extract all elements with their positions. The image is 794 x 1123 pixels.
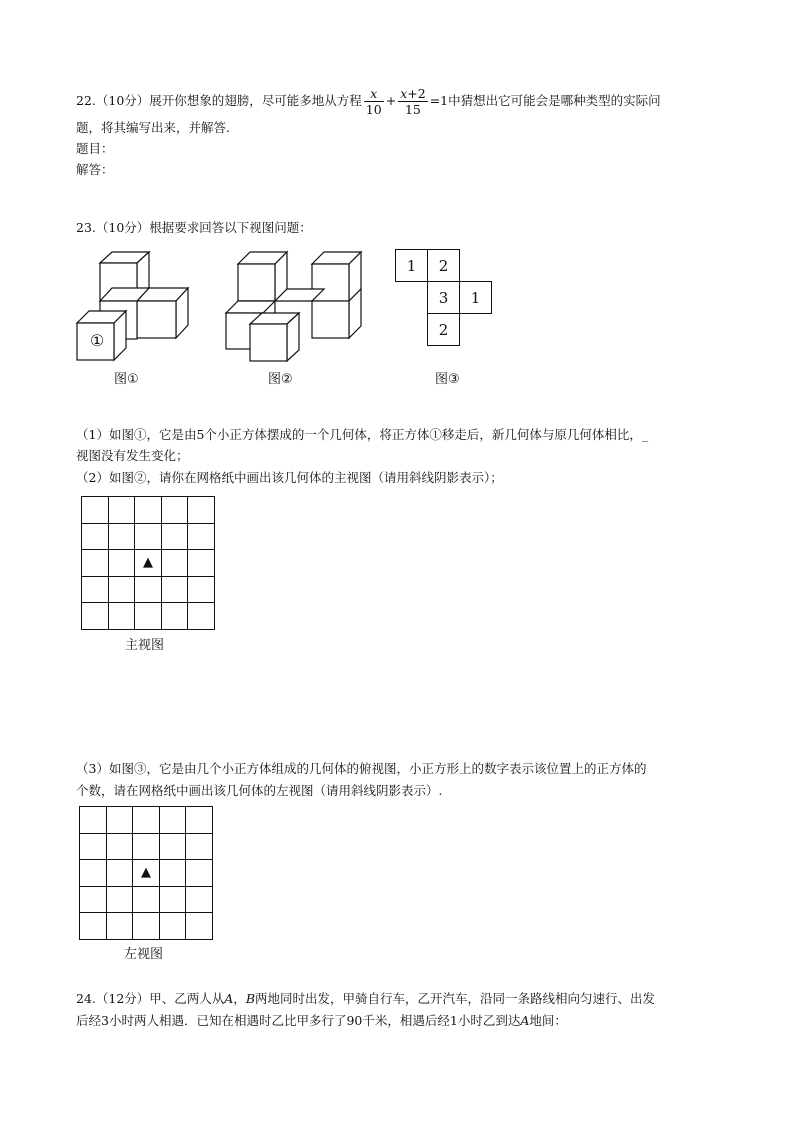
q24-line2-pre: 后经3小时两人相遇．已知在相遇时乙比甲多行了90千米，相遇后经1小时乙到达 bbox=[76, 1013, 521, 1028]
q22-fraction-2 bbox=[398, 86, 428, 117]
fig2-cube-drawing bbox=[220, 247, 365, 365]
q24-line2-post: 地间： bbox=[529, 1013, 567, 1028]
q23-part3-line2: 个数，请在网格纸中画出该几何体的左视图（请用斜线阴影表示）. bbox=[76, 783, 443, 798]
fig3-caption: 图③ bbox=[435, 372, 460, 387]
q22-answer-label: 解答： bbox=[76, 162, 114, 177]
q24-comma: ， bbox=[233, 991, 246, 1006]
q24-text-post: 两地同时出发，甲骑自行车，乙开汽车，沿同一条路线相向匀速行、出发 bbox=[255, 991, 656, 1006]
q22-frac1-numerator: x bbox=[364, 86, 384, 102]
q23-part3-line1: （3）如图③，它是由几个小正方体组成的几何体的俯视图，小正方形上的数字表示该位置上的正方体的 bbox=[76, 761, 647, 776]
q22-topic-label: 题目： bbox=[76, 141, 114, 156]
q24-text-pre: 24.（12分）甲、乙两人从 bbox=[76, 991, 225, 1006]
q23-part2: （2）如图②，请你在网格纸中画出该几何体的主视图（请用斜线阴影表示）； bbox=[76, 470, 503, 485]
left-view-caption: 左视图 bbox=[124, 947, 164, 962]
q22-text-post: 中猜想出它可能会是哪种类型的实际问 bbox=[448, 93, 661, 108]
q24-point-a2: A bbox=[520, 1013, 530, 1028]
fig3-cell: 2 bbox=[427, 249, 460, 282]
q22-equals: =1 bbox=[429, 93, 449, 108]
grid-marker-triangle-icon: ▲ bbox=[135, 550, 162, 577]
q23-part1-line1: （1）如图①，它是由5个小正方体摆成的一个几何体，将正方体①移走后，新几何体与原几何体相比，_ bbox=[76, 427, 649, 442]
fig2-caption: 图② bbox=[268, 372, 293, 387]
q22-fraction-1 bbox=[364, 86, 384, 117]
q24-line1 bbox=[76, 991, 655, 1007]
left-view-grid[interactable] bbox=[79, 806, 213, 940]
q22-frac2-denominator: 15 bbox=[404, 102, 421, 117]
q23-part1-line2: 视图没有发生变化； bbox=[76, 448, 189, 463]
q22-frac2-numerator: x+2 bbox=[400, 86, 426, 101]
q22-text-pre: 22.（10分）展开你想象的翅膀，尽可能多地从方程 bbox=[76, 93, 362, 108]
fig3-cell: 1 bbox=[459, 281, 492, 314]
q22-line1 bbox=[76, 86, 661, 117]
grid-marker-triangle-icon: ▲ bbox=[133, 860, 160, 887]
fig1-cube-marker: ① bbox=[89, 331, 105, 350]
q24-line2 bbox=[76, 1013, 567, 1029]
fig3-cell: 1 bbox=[395, 249, 428, 282]
q24-point-a: A bbox=[224, 991, 234, 1006]
q23-title: 23.（10分）根据要求回答以下视图问题： bbox=[76, 220, 312, 235]
fig1-caption: 图① bbox=[114, 372, 139, 387]
fig3-cell: 3 bbox=[427, 281, 460, 314]
fig3-cell: 2 bbox=[427, 313, 460, 346]
q22-plus: + bbox=[385, 93, 397, 108]
front-view-caption: 主视图 bbox=[125, 638, 165, 653]
q22-line2: 题，将其编写出来，并解答. bbox=[76, 120, 230, 135]
q24-point-b: B bbox=[245, 991, 256, 1006]
q22-frac1-denominator: 10 bbox=[365, 102, 382, 117]
front-view-grid[interactable] bbox=[81, 496, 215, 630]
